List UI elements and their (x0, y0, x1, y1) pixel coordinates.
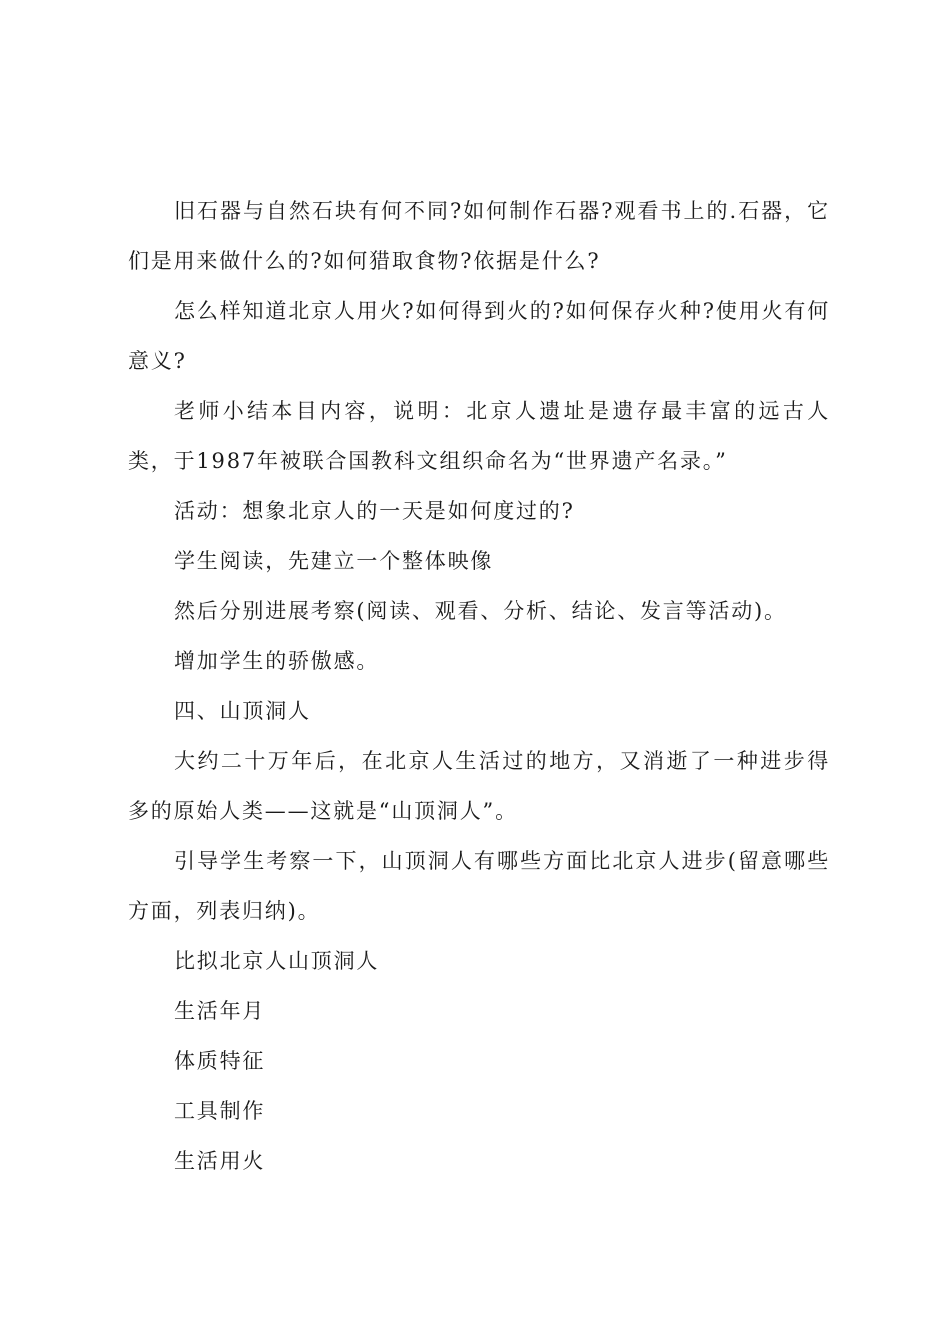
paragraph: 增加学生的骄傲感。 (174, 649, 380, 673)
section-heading: 四、山顶洞人 (174, 699, 311, 723)
comparison-row-label: 生活年月 (174, 999, 266, 1023)
paragraph: 老师小结本目内容，说明：北京人遗址是遗存最丰富的远古人类，于1987年被联合国教科文组织命名为“世界遗产名录。” (128, 399, 830, 473)
paragraph: 怎么样知道北京人用火?如何得到火的?如何保存火种?使用火有何意义? (128, 299, 830, 373)
comparison-row-label: 工具制作 (174, 1099, 266, 1123)
paragraph: 活动：想象北京人的一天是如何度过的? (174, 499, 575, 523)
document-body (128, 186, 830, 1186)
comparison-row-label: 体质特征 (174, 1049, 266, 1073)
paragraph: 旧石器与自然石块有何不同?如何制作石器?观看书上的.石器，它们是用来做什么的?如何猎取食物?依据是什么? (128, 199, 830, 273)
comparison-header: 比拟北京人山顶洞人 (174, 949, 380, 973)
paragraph: 学生阅读，先建立一个整体映像 (174, 549, 494, 573)
comparison-row-label: 生活用火 (174, 1149, 266, 1173)
paragraph: 然后分别进展考察(阅读、观看、分析、结论、发言等活动)。 (174, 599, 787, 623)
paragraph: 大约二十万年后，在北京人生活过的地方，又消逝了一种进步得多的原始人类——这就是“山顶洞人”。 (128, 749, 830, 823)
paragraph: 引导学生考察一下，山顶洞人有哪些方面比北京人进步(留意哪些方面，列表归纳)。 (128, 849, 830, 923)
